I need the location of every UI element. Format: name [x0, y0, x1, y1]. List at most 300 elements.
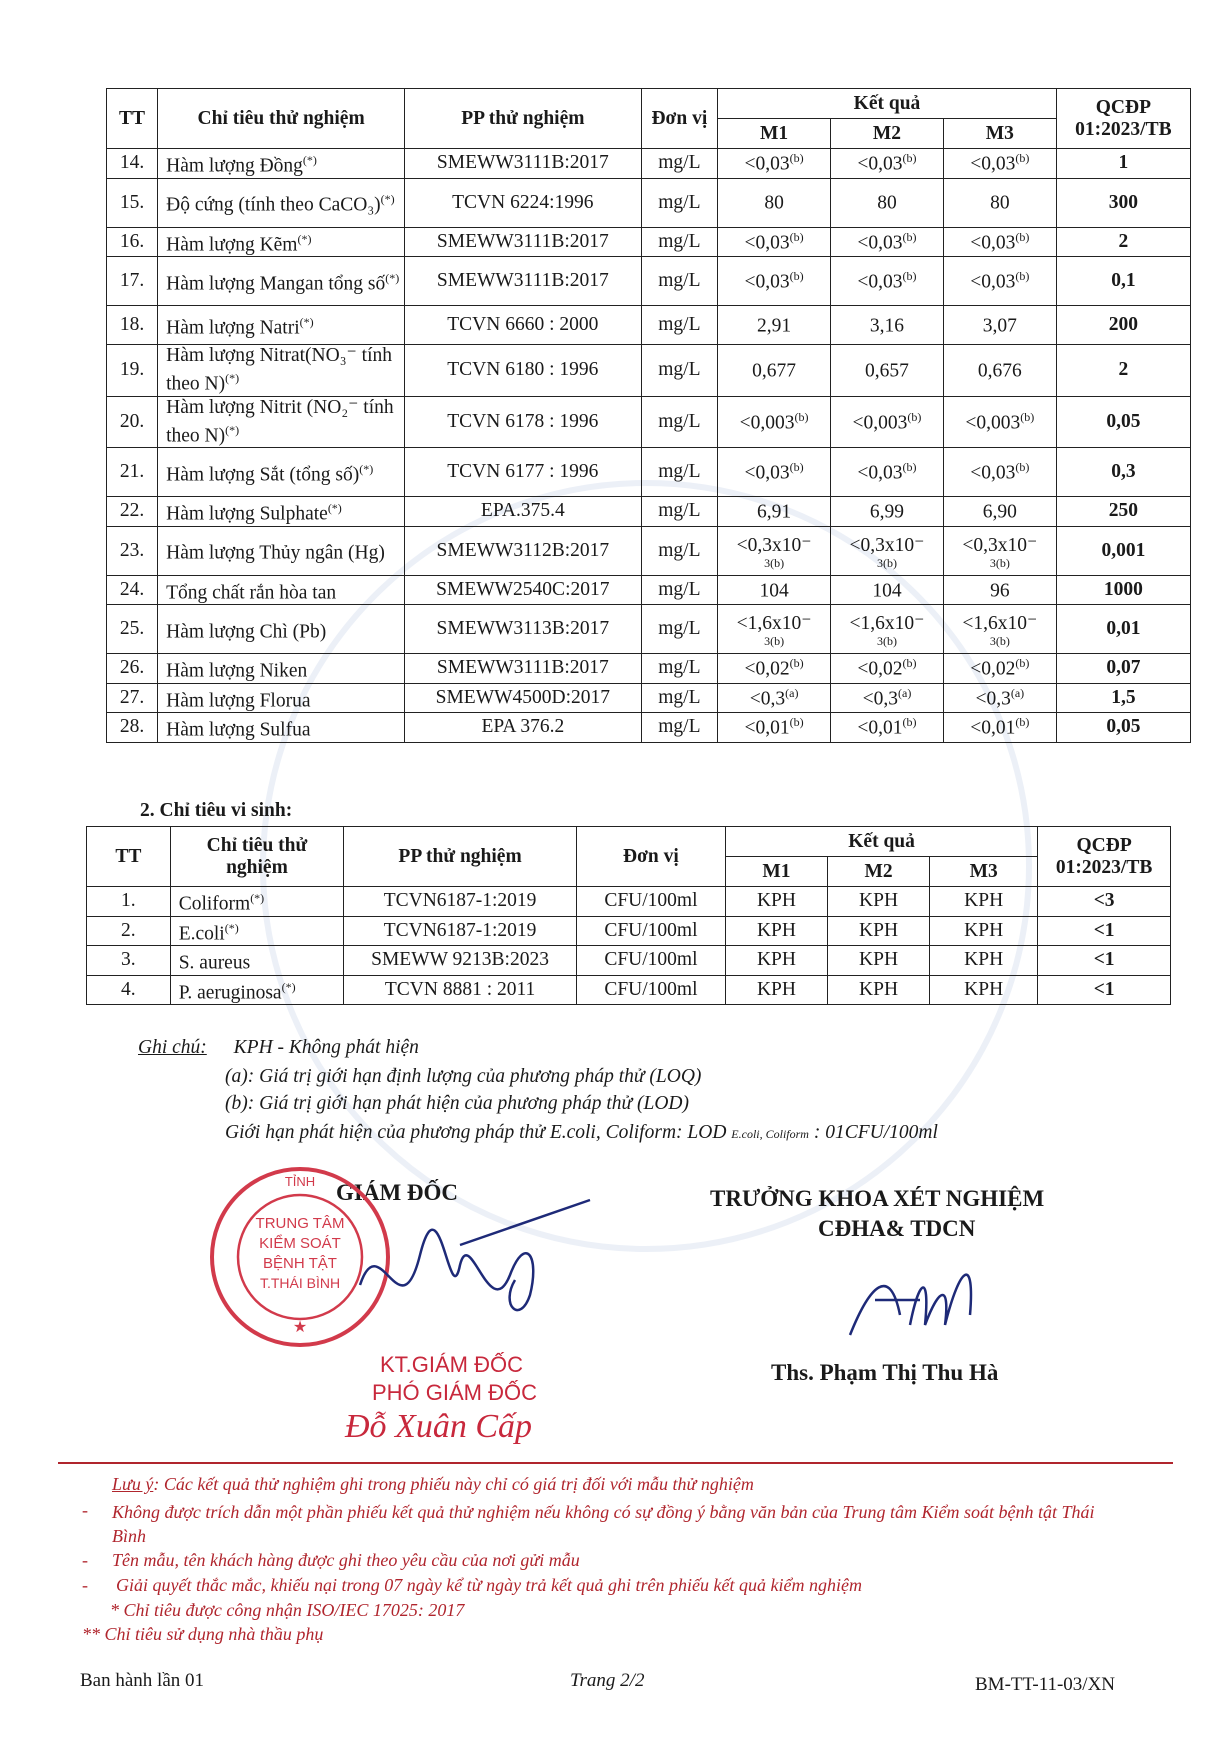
cell-m2	[831, 448, 944, 497]
cell-m3-qualifier: (b)	[1015, 715, 1030, 729]
cell-m2	[831, 713, 944, 743]
cell-m2-value: <0,01	[857, 717, 903, 739]
cell-tt	[107, 497, 158, 527]
cell-m2-value: 0,657	[865, 360, 909, 382]
cell-m2-value: <0,03	[857, 462, 903, 484]
cell-method	[405, 526, 641, 575]
cell-m1-value: KPH	[756, 919, 796, 941]
cell-m2	[831, 306, 944, 345]
cell-unit-value: mg/L	[658, 410, 701, 432]
cell-qcdp	[1056, 227, 1190, 257]
cell-m1-qualifier: (b)	[789, 268, 804, 283]
svg-text:★: ★	[292, 1319, 308, 1336]
cell-m1-qualifier: (b)	[794, 409, 809, 424]
cell-m2	[828, 975, 930, 1005]
cell-name-value: Hàm lượng Natri	[166, 317, 300, 339]
cell-qcdp	[1038, 916, 1171, 946]
cell-tt	[107, 178, 158, 227]
cell-name-qualifier: (*)	[224, 920, 239, 935]
cell-qcdp	[1056, 257, 1190, 306]
cell-unit	[641, 306, 718, 345]
cell-unit-value: mg/L	[658, 618, 701, 639]
table-row	[107, 257, 1191, 306]
cell-name	[170, 887, 344, 917]
cell-method	[405, 605, 641, 654]
cell-m1-qualifier: 3(b)	[764, 555, 785, 570]
footer-form-code: BM-TT-11-03/XN	[975, 1674, 1116, 1695]
cell-qcdp-value: 300	[1108, 191, 1138, 213]
cell-m3-value: <0,03	[970, 271, 1016, 293]
cell-name	[158, 683, 405, 713]
table-row	[107, 654, 1191, 684]
cell-unit	[641, 713, 718, 743]
cell-tt-value: 4.	[121, 978, 136, 1000]
cell-name	[158, 149, 405, 179]
table-row	[107, 683, 1191, 713]
cell-m1	[718, 257, 831, 306]
cell-method-value: EPA 376.2	[481, 716, 565, 738]
cell-qcdp	[1038, 887, 1171, 917]
cell-unit	[576, 946, 725, 976]
cell-qcdp	[1056, 654, 1190, 684]
cell-tt-value: 18.	[119, 314, 145, 335]
cell-unit	[641, 526, 718, 575]
cell-tt-value: 25.	[119, 618, 145, 639]
cell-m2	[828, 946, 930, 976]
cell-method	[405, 257, 641, 306]
cell-qcdp	[1056, 448, 1190, 497]
cell-m3-value: <0,02	[970, 658, 1016, 680]
cell-tt	[107, 227, 158, 257]
cell-m2	[831, 178, 944, 227]
cell-m2-value: <0,03	[857, 271, 903, 293]
note-lod	[225, 1122, 938, 1144]
cell-unit	[641, 345, 718, 397]
cell-m2-value: 104	[872, 580, 902, 601]
cell-unit-value: mg/L	[658, 657, 701, 679]
cell-unit	[576, 975, 725, 1005]
cell-name	[158, 575, 405, 605]
cell-method	[405, 683, 641, 713]
cell-m1-value: <0,03	[744, 462, 790, 484]
header2-don-vi: Đơn vị	[576, 827, 725, 887]
cell-m2-value: <0,03	[857, 153, 903, 175]
cell-method-value: TCVN 6177 : 1996	[447, 461, 599, 482]
cell-name-value: Hàm lượng Nitrit (NO₂⁻ tính theo N)	[166, 396, 394, 446]
cell-tt	[87, 887, 171, 917]
right-signature-title-1: TRƯỞNG KHOA XÉT NGHIỆM	[710, 1186, 1045, 1211]
cell-m1	[718, 448, 831, 497]
cell-tt	[107, 345, 158, 397]
cell-m2-value: 3,16	[869, 315, 905, 337]
table-row	[107, 575, 1191, 605]
cell-name-value: Coliform	[178, 893, 251, 915]
cell-tt-value: 14.	[119, 152, 145, 174]
cell-m2-value: KPH	[859, 978, 899, 1000]
cell-m1	[718, 683, 831, 713]
cell-m2-value: 6,99	[869, 501, 905, 523]
cell-unit	[641, 497, 718, 527]
cell-m1	[718, 149, 831, 179]
cell-tt	[107, 257, 158, 306]
cell-qcdp-value: 0,05	[1106, 716, 1141, 738]
header-qcdp: QCĐP 01:2023/TB	[1056, 89, 1190, 149]
table-row	[107, 306, 1191, 345]
cell-m1-qualifier: (b)	[789, 459, 804, 474]
cell-qcdp	[1056, 345, 1190, 397]
cell-m2-value: <0,3x10⁻	[849, 534, 925, 556]
cell-qcdp	[1056, 575, 1190, 605]
cell-m2	[831, 257, 944, 306]
cell-m1	[725, 887, 827, 917]
cell-m2-value: KPH	[859, 919, 899, 941]
footer-edition: Ban hành lần 01	[80, 1670, 205, 1691]
cell-qcdp-value: 1,5	[1111, 686, 1136, 708]
cell-name-qualifier: (*)	[385, 270, 400, 285]
cell-tt	[87, 946, 171, 976]
cell-m3	[930, 916, 1038, 946]
cell-tt-value: 16.	[119, 230, 145, 252]
cell-name	[158, 396, 405, 448]
cell-m3-value: 96	[990, 580, 1010, 601]
cell-name-value: Hàm lượng Sắt (tổng số)	[166, 464, 360, 486]
footer-star-1: * Chỉ tiêu được công nhận ISO/IEC 17025: 2017	[110, 1600, 465, 1620]
note-lod-prefix: Giới hạn phát hiện của phương pháp thử E.coli, Coliform: LOD	[225, 1122, 727, 1143]
cell-m2-qualifier: (a)	[898, 685, 912, 700]
cell-unit	[576, 916, 725, 946]
cell-qcdp-value: 0,1	[1111, 270, 1136, 291]
header2-qcdp: QCĐP 01:2023/TB	[1038, 827, 1171, 887]
cell-m1-qualifier: (b)	[789, 229, 804, 244]
cell-m3-value: KPH	[964, 949, 1004, 971]
cell-m3	[943, 178, 1056, 227]
cell-tt-value: 1.	[121, 890, 136, 912]
cell-unit-value: CFU/100ml	[604, 919, 698, 941]
header-m2: M2	[831, 119, 944, 149]
cell-qcdp-value: 0,001	[1101, 539, 1146, 561]
cell-tt	[107, 448, 158, 497]
footer-note-3: Giải quyết thắc mắc, khiếu nại trong 07 ngày kể từ ngày trả kết quả ghi trên phiếu kết quả kiểm nghiệm	[116, 1575, 862, 1595]
cell-qcdp-value: <1	[1093, 949, 1115, 971]
cell-unit	[641, 178, 718, 227]
cell-m1-value: <0,3x10⁻	[736, 534, 812, 556]
cell-m2-value: <0,02	[857, 658, 903, 680]
cell-method	[405, 227, 641, 257]
cell-tt-value: 22.	[119, 500, 145, 522]
table-row	[107, 526, 1191, 575]
cell-m1	[718, 526, 831, 575]
cell-m1-value: 0,677	[752, 360, 797, 382]
cell-name-value: Hàm lượng Nitrat(NO₃⁻ tính theo N)	[166, 345, 393, 395]
header-tt: TT	[107, 89, 158, 149]
cell-m2-qualifier: (b)	[902, 656, 917, 670]
cell-m1-value: <1,6x10⁻	[736, 613, 812, 634]
footer-note-1: Không được trích dẫn một phần phiếu kết quả thử nghiệm nếu không có sự đồng ý bằng văn bản của Trung tâm Kiểm soát bệnh tật Thái Bình	[112, 1502, 1095, 1546]
cell-tt-value: 17.	[119, 270, 145, 291]
cell-tt	[107, 149, 158, 179]
cell-m3-value: <0,03	[970, 153, 1016, 175]
stamp-line-4: T.THÁI BÌNH	[259, 1275, 341, 1291]
right-signature-title-2: CĐHA& TDCN	[818, 1216, 976, 1241]
cell-m2	[831, 497, 944, 527]
cell-unit	[641, 575, 718, 605]
cell-method-value: TCVN 8881 : 2011	[384, 978, 536, 1000]
cell-name	[158, 178, 405, 227]
cell-qcdp-value: <1	[1093, 919, 1115, 941]
cell-unit-value: mg/L	[658, 314, 701, 335]
cell-method-value: SMEWW3112B:2017	[436, 539, 610, 561]
footer-page: Trang 2/2	[570, 1670, 645, 1691]
cell-m3	[930, 887, 1038, 917]
cell-tt	[87, 975, 171, 1005]
footer-note-2: Tên mẫu, tên khách hàng được ghi theo yêu cầu của nơi gửi mẫu	[112, 1550, 580, 1570]
cell-m1	[718, 396, 831, 448]
cell-tt	[87, 916, 171, 946]
cell-qcdp-value: 2	[1118, 230, 1129, 252]
stamp-top-text: TỈNH	[284, 1174, 316, 1189]
cell-m1	[725, 946, 827, 976]
cell-tt-value: 21.	[119, 461, 145, 482]
cell-m3	[943, 575, 1056, 605]
cell-m3	[943, 345, 1056, 397]
cell-method-value: SMEWW3111B:2017	[436, 152, 609, 174]
footer-separator	[58, 1462, 1173, 1464]
cell-m3-value: <0,03	[970, 462, 1016, 484]
cell-qcdp	[1056, 605, 1190, 654]
head-signature-image	[840, 1245, 990, 1345]
cell-unit-value: mg/L	[658, 461, 701, 482]
table-row	[87, 946, 1171, 976]
cell-tt-value: 15.	[119, 191, 145, 213]
cell-qcdp	[1056, 526, 1190, 575]
cell-m1-value: <0,02	[744, 658, 790, 680]
cell-m3-value: <0,003	[965, 412, 1021, 433]
cell-name-value: Hàm lượng Thủy ngân (Hg)	[166, 542, 385, 564]
cell-m3-qualifier: (b)	[1015, 151, 1030, 165]
cell-m3-value: 6,90	[982, 501, 1017, 523]
cell-m1	[718, 227, 831, 257]
cell-name-qualifier: (*)	[250, 891, 265, 905]
cell-method-value: SMEWW3111B:2017	[436, 657, 609, 679]
cell-m2-qualifier: (b)	[902, 151, 917, 165]
cell-name-value: Hàm lượng Florua	[166, 690, 311, 711]
cell-m3-value: <0,01	[970, 717, 1016, 739]
cell-unit-value: mg/L	[658, 152, 701, 174]
cell-method-value: TCVN 6660 : 2000	[447, 314, 599, 335]
cell-m3	[943, 306, 1056, 345]
cell-m3	[943, 526, 1056, 575]
left-signer-name: Đỗ Xuân Cấp	[345, 1408, 532, 1445]
cell-qcdp	[1056, 178, 1190, 227]
stamp-line-3: BỆNH TẬT	[263, 1255, 337, 1272]
cell-m3-value: 80	[990, 192, 1010, 214]
cell-method-value: SMEWW4500D:2017	[435, 686, 611, 708]
cell-method-value: SMEWW3113B:2017	[436, 618, 610, 639]
cell-m1	[718, 497, 831, 527]
cell-m2	[831, 345, 944, 397]
cell-m3-value: KPH	[964, 978, 1004, 1000]
cell-name-value: E.coli	[178, 923, 225, 944]
header2-tt: TT	[87, 827, 171, 887]
cell-qcdp-value: 0,05	[1106, 410, 1141, 432]
luu-y-line	[112, 1474, 754, 1495]
cell-unit	[641, 257, 718, 306]
note-b: (b): Giá trị giới hạn phát hiện của phương pháp thử (LOD)	[225, 1093, 690, 1114]
cell-name-qualifier: (*)	[297, 231, 312, 246]
cell-method	[405, 396, 641, 448]
cell-name-qualifier: (*)	[281, 979, 296, 994]
header2-pp: PP thử nghiệm	[344, 827, 577, 887]
header2-chi-tieu: Chỉ tiêu thử nghiệm	[170, 827, 344, 887]
cell-method-value: SMEWW2540C:2017	[436, 578, 610, 600]
cell-m1-value: <0,3	[749, 688, 786, 709]
cell-method-value: TCVN 6178 : 1996	[447, 410, 599, 432]
cell-m2	[831, 605, 944, 654]
cell-name	[158, 448, 405, 497]
table-row	[87, 916, 1171, 946]
cell-qcdp-value: 0,07	[1106, 657, 1141, 679]
cell-tt	[107, 654, 158, 684]
header2-ket-qua: Kết quả	[725, 827, 1037, 857]
header2-m3: M3	[930, 857, 1038, 887]
cell-m1-value: 80	[764, 192, 784, 214]
cell-unit	[641, 654, 718, 684]
chemical-results-table	[106, 88, 1191, 743]
cell-tt-value: 23.	[119, 539, 145, 561]
cell-m3	[943, 497, 1056, 527]
cell-m1	[725, 975, 827, 1005]
cell-tt-value: 26.	[119, 657, 145, 679]
cell-name	[158, 654, 405, 684]
cell-unit-value: mg/L	[658, 500, 701, 522]
cell-name	[158, 497, 405, 527]
cell-qcdp-value: 0,01	[1106, 618, 1141, 639]
cell-m1	[718, 713, 831, 743]
cell-name	[158, 227, 405, 257]
cell-name	[170, 975, 344, 1005]
cell-unit-value: mg/L	[658, 359, 701, 381]
cell-qcdp	[1056, 683, 1190, 713]
cell-name	[158, 257, 405, 306]
cell-unit-value: mg/L	[658, 270, 701, 291]
cell-tt-value: 24.	[119, 578, 145, 600]
cell-method-value: TCVN6187-1:2019	[383, 919, 537, 941]
cell-m3-qualifier: (b)	[1020, 409, 1035, 424]
cell-m3-qualifier: (b)	[1015, 229, 1030, 244]
cell-m2-value: <0,03	[857, 232, 903, 253]
cell-m3-value: 0,676	[977, 360, 1022, 382]
cell-tt	[107, 683, 158, 713]
cell-m2	[831, 683, 944, 713]
cell-name-value: Hàm lượng Sulfua	[166, 719, 311, 741]
cell-m2	[828, 916, 930, 946]
cell-tt	[107, 526, 158, 575]
cell-m2-qualifier: 3(b)	[876, 634, 897, 648]
header-pp: PP thử nghiệm	[405, 89, 641, 149]
table-row	[107, 497, 1191, 527]
cell-name	[158, 713, 405, 743]
cell-m1-qualifier: (b)	[789, 151, 804, 165]
note-a: (a): Giá trị giới hạn định lượng của phương pháp thử (LOQ)	[225, 1066, 702, 1087]
cell-m3-qualifier: 3(b)	[989, 634, 1010, 648]
cell-qcdp	[1056, 497, 1190, 527]
pho-giam-doc: PHÓ GIÁM ĐỐC	[372, 1380, 538, 1405]
cell-m2-value: KPH	[859, 890, 899, 912]
cell-m1-qualifier: (b)	[789, 715, 804, 729]
cell-tt-value: 27.	[119, 686, 145, 708]
cell-unit	[641, 605, 718, 654]
cell-name	[158, 526, 405, 575]
luu-y-label: Lưu ý	[112, 1474, 154, 1494]
cell-method	[405, 448, 641, 497]
cell-m2	[831, 575, 944, 605]
table-row	[107, 149, 1191, 179]
table-row	[107, 396, 1191, 448]
cell-method-value: SMEWW3111B:2017	[436, 230, 609, 252]
cell-tt-value: 19.	[119, 359, 145, 381]
table-row	[107, 713, 1191, 743]
cell-m1	[718, 654, 831, 684]
header2-m1: M1	[725, 857, 827, 887]
cell-m2-qualifier: (b)	[902, 229, 917, 244]
cell-qcdp	[1056, 713, 1190, 743]
cell-m1-value: <0,03	[744, 271, 790, 293]
table-row	[107, 605, 1191, 654]
cell-tt	[107, 713, 158, 743]
cell-qcdp-value: 0,3	[1111, 461, 1136, 482]
cell-unit-value: mg/L	[658, 230, 701, 252]
micro-results-table	[86, 826, 1171, 1005]
cell-unit-value: CFU/100ml	[604, 949, 698, 971]
cell-name-value: Hàm lượng Niken	[166, 660, 308, 682]
cell-m2-value: 80	[877, 192, 897, 214]
cell-name-qualifier: (*)	[327, 501, 342, 515]
cell-m2	[831, 149, 944, 179]
cell-name-qualifier: (*)	[225, 422, 240, 437]
stamp-line-1: TRUNG TÂM	[255, 1215, 345, 1232]
left-signature-title: GIÁM ĐỐC	[336, 1180, 459, 1205]
cell-m1	[718, 575, 831, 605]
cell-m3-qualifier: (b)	[1015, 656, 1030, 670]
cell-unit	[641, 683, 718, 713]
cell-m1-value: 2,91	[757, 315, 792, 337]
cell-unit	[641, 149, 718, 179]
cell-unit-value: CFU/100ml	[604, 890, 698, 912]
cell-tt-value: 28.	[119, 716, 145, 738]
cell-m3-value: KPH	[964, 890, 1004, 912]
cell-m1-value: KPH	[756, 890, 796, 912]
cell-m1	[718, 345, 831, 397]
cell-m1-value: <0,003	[739, 412, 795, 433]
cell-method-value: SMEWW3111B:2017	[436, 270, 609, 291]
table-row	[87, 975, 1171, 1005]
cell-name-value: Tổng chất rắn hòa tan	[166, 582, 337, 603]
cell-m3	[943, 654, 1056, 684]
cell-m3-value: <1,6x10⁻	[962, 613, 1038, 634]
cell-m1-value: 104	[759, 580, 789, 601]
cell-name-value: S. aureus	[178, 952, 251, 974]
header-ket-qua: Kết quả	[718, 89, 1057, 119]
cell-m3	[943, 396, 1056, 448]
cell-unit-value: mg/L	[658, 578, 701, 600]
cell-qcdp-value: <1	[1093, 978, 1115, 1000]
cell-unit-value: mg/L	[658, 686, 701, 708]
cell-m1-value: <0,03	[744, 232, 790, 253]
cell-method-value: TCVN 6224:1996	[452, 191, 594, 213]
cell-name-qualifier: (*)	[359, 461, 374, 476]
cell-name-value: Hàm lượng Chì (Pb)	[166, 621, 327, 643]
cell-tt	[107, 306, 158, 345]
